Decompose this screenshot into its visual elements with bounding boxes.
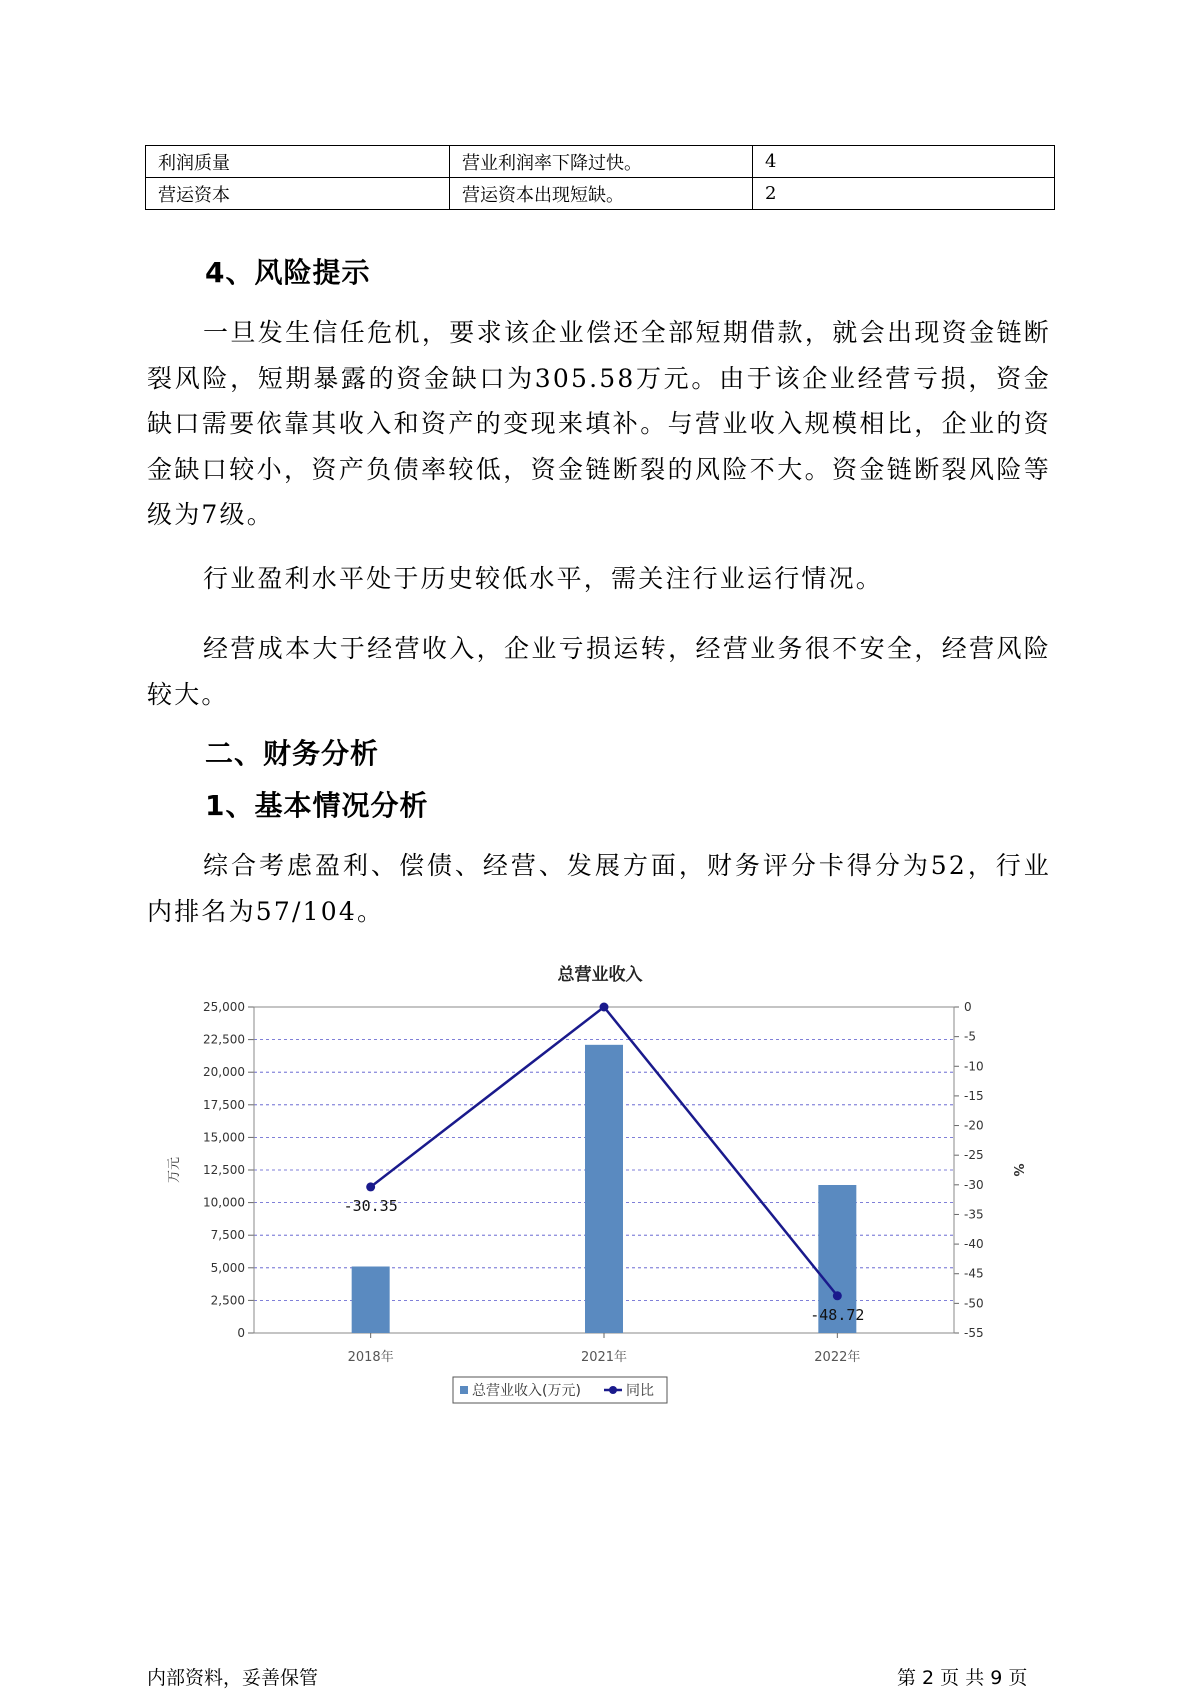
- legend-line-label: 同比: [626, 1383, 654, 1399]
- revenue-chart: [167, 950, 1030, 1420]
- y2-tick-label: -30: [964, 1177, 984, 1192]
- y-tick-label: 10,000: [203, 1195, 245, 1210]
- y2-tick-label: -35: [964, 1207, 984, 1222]
- risk-table: [145, 145, 1055, 210]
- revenue-bar: [585, 1045, 623, 1333]
- y-tick-label: 12,500: [203, 1163, 245, 1177]
- y2-tick-label: -5: [964, 1029, 976, 1044]
- y-tick-label: 0: [237, 1326, 245, 1340]
- footer-page-number: 第 2 页 共 9 页: [897, 1667, 1028, 1689]
- risk-section-heading: 4、风险提示: [205, 256, 371, 289]
- y2-tick-label: -25: [964, 1148, 984, 1163]
- basic-analysis-paragraph: 综合考虑盈利、偿债、经营、发展方面，财务评分卡得分为52，行业内排名为57/104。: [147, 851, 1051, 926]
- y-tick-label: 7,500: [210, 1228, 245, 1243]
- y2-tick-label: -50: [964, 1296, 984, 1311]
- y-axis-label: 万元: [167, 1156, 182, 1184]
- table-cell-item: 营运资本: [146, 178, 450, 210]
- table-cell-desc: 营运资本出现短缺。: [450, 178, 753, 210]
- y-tick-label: 5,000: [210, 1260, 245, 1275]
- table-row: [146, 146, 1055, 178]
- table-cell-desc: 营业利润率下降过快。: [450, 146, 753, 178]
- risk-paragraph-2: 行业盈利水平处于历史较低水平，需关注行业运行情况。: [203, 564, 884, 593]
- y2-tick-label: -40: [964, 1237, 984, 1252]
- y-tick-label: 15,000: [203, 1130, 245, 1145]
- legend-bar-label: 总营业收入(万元): [472, 1383, 581, 1399]
- table-cell-item: 利润质量: [146, 146, 450, 178]
- table-cell-score: 2: [753, 178, 1055, 210]
- data-label: -30.35: [343, 1196, 398, 1215]
- y2-tick-label: -45: [964, 1266, 984, 1281]
- y-tick-label: 25,000: [203, 1000, 245, 1014]
- x-tick-label: 2018年: [347, 1350, 394, 1365]
- x-tick-label: 2022年: [814, 1350, 861, 1365]
- data-label: -48.72: [810, 1305, 865, 1324]
- risk-paragraph-3: 经营成本大于经营收入，企业亏损运转，经营业务很不安全，经营风险较大。: [147, 634, 1051, 709]
- financial-analysis-heading: 二、财务分析: [205, 737, 380, 770]
- legend-bar-swatch: [460, 1386, 468, 1394]
- plot-area: [167, 1000, 1025, 1403]
- y-tick-label: 2,500: [210, 1293, 245, 1308]
- y-tick-label: 17,500: [203, 1097, 245, 1112]
- risk-paragraph-1: 一旦发生信任危机，要求该企业偿还全部短期借款，就会出现资金链断裂风险，短期暴露的资金缺口为305.58万元。由于该企业经营亏损，资金缺口需要依靠其收入和资产的变现来填补。与营业收入规模相比，企业的资金缺口较小，资产负债率较低，资金链断裂的风险不大。资金链断裂风险等级为7级。: [147, 318, 1051, 529]
- y2-tick-label: -15: [964, 1088, 984, 1103]
- y2-axis-label: %: [1010, 1163, 1025, 1177]
- y2-tick-label: -55: [964, 1326, 984, 1340]
- y2-tick-label: 0: [964, 1000, 972, 1014]
- basic-analysis-heading: 1、基本情况分析: [205, 789, 429, 822]
- revenue-bar: [352, 1266, 390, 1333]
- x-tick-label: 2021年: [580, 1350, 628, 1365]
- y-tick-label: 22,500: [203, 1032, 245, 1047]
- table-row: [146, 178, 1055, 210]
- y2-tick-label: -20: [964, 1118, 984, 1133]
- yoy-point: [600, 1003, 609, 1012]
- table-cell-score: 4: [753, 146, 1055, 178]
- legend-line-marker: [609, 1386, 617, 1394]
- footer-confidential: 内部资料，妥善保管: [147, 1667, 319, 1689]
- y-tick-label: 20,000: [203, 1065, 245, 1080]
- y2-tick-label: -10: [964, 1059, 984, 1074]
- yoy-point: [366, 1182, 375, 1191]
- yoy-point: [833, 1291, 842, 1300]
- chart-title: 总营业收入: [557, 965, 643, 985]
